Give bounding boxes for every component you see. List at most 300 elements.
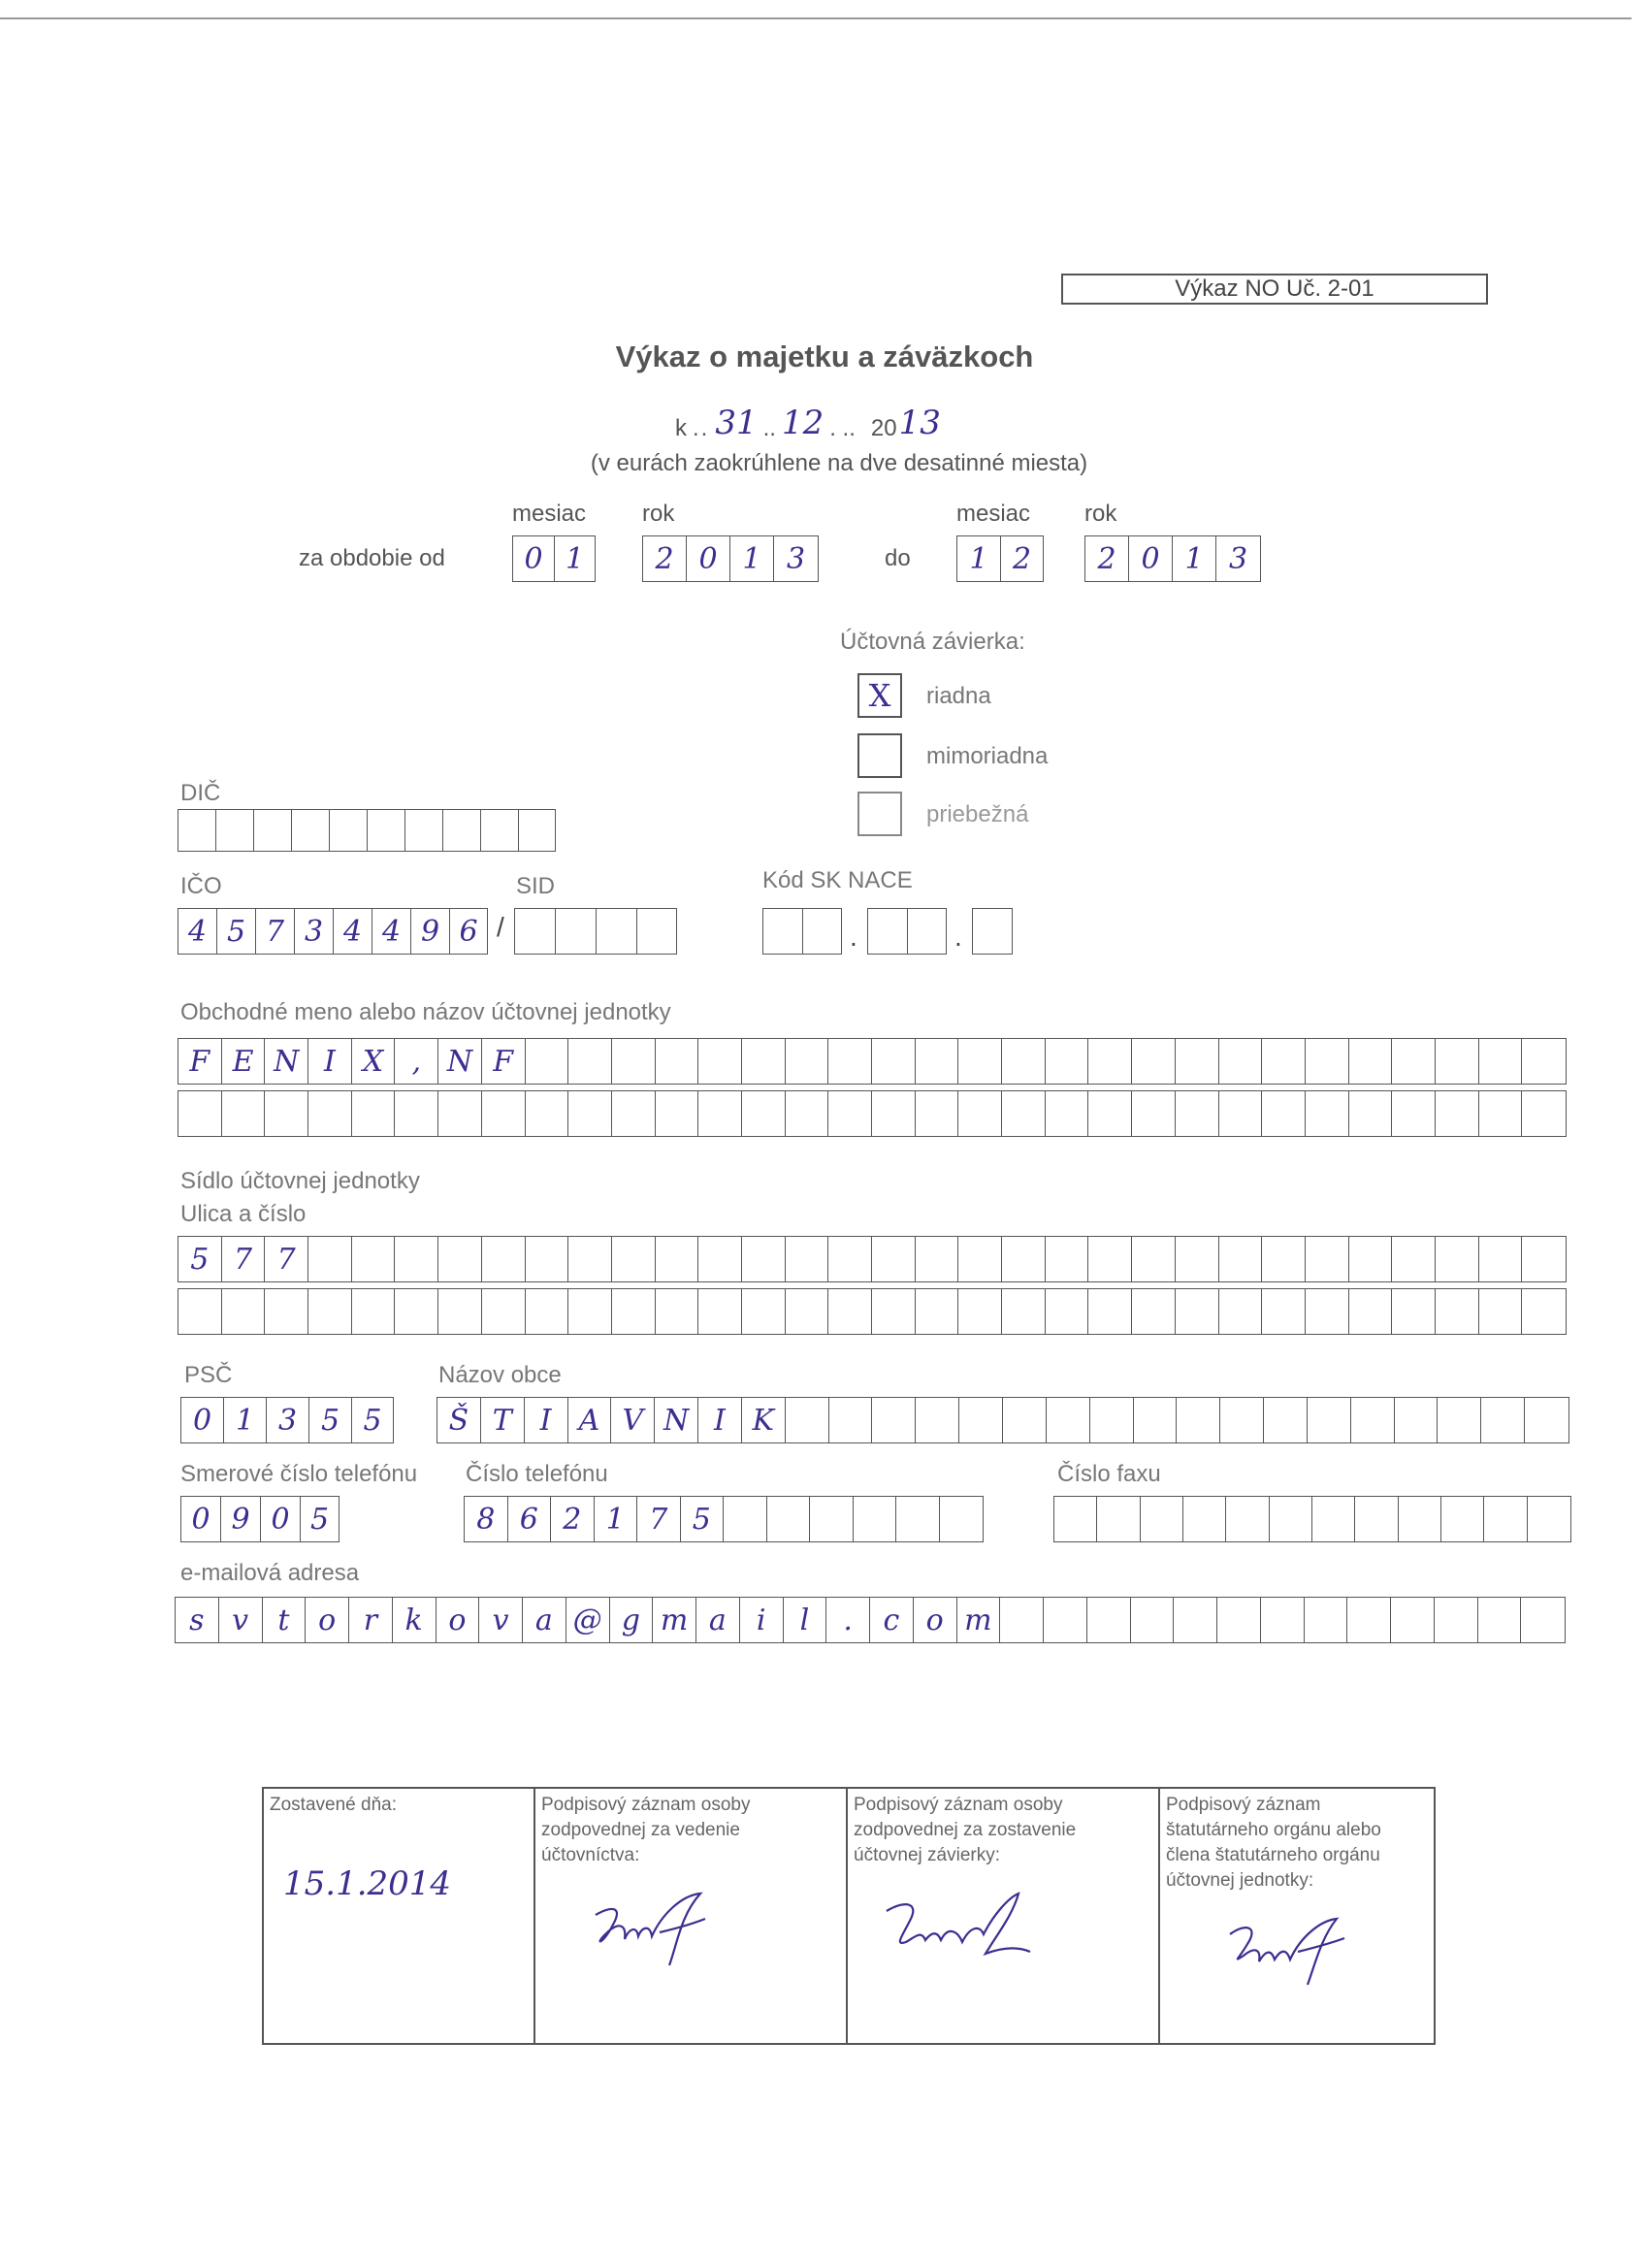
to-month-field[interactable]	[956, 535, 1044, 582]
fax-field[interactable]	[1053, 1496, 1571, 1542]
dic-cell	[292, 810, 330, 851]
scan-top-edge	[0, 17, 1632, 19]
name-row-1-cell	[1132, 1039, 1176, 1084]
street-row-1-cell	[1306, 1237, 1349, 1281]
phone-field-cell: 8	[465, 1497, 508, 1541]
city-field-cell: Š	[437, 1398, 481, 1442]
email-field-cell: v	[479, 1598, 523, 1642]
ico-cell: 7	[256, 909, 295, 954]
psc-cell: 5	[309, 1398, 352, 1442]
date-year-suffix: 13	[898, 404, 941, 442]
seat-label: Sídlo účtovnej jednotky	[180, 1168, 420, 1194]
dic-field[interactable]	[178, 809, 556, 852]
street-row-2-cell	[1262, 1289, 1306, 1334]
city-field-cell	[1438, 1398, 1481, 1442]
signature-table	[262, 1787, 1436, 2045]
ico-cell: 4	[178, 909, 217, 954]
city-field-cell: V	[611, 1398, 655, 1442]
street-row-2-cell	[308, 1289, 352, 1334]
currency-note: (v eurách zaokrúhlene na dve desatinné miesta)	[590, 450, 1088, 476]
period-label: za obdobie od	[299, 545, 445, 571]
city-field-cell	[786, 1398, 829, 1442]
dic-cell	[330, 810, 368, 851]
name-row-1-cell: I	[308, 1039, 352, 1084]
closing-heading: Účtovná závierka:	[840, 629, 1025, 655]
name-row-1-cell: N	[265, 1039, 308, 1084]
street-row-2-cell	[568, 1289, 612, 1334]
email-field-cell	[1000, 1598, 1044, 1642]
fax-field-cell	[1183, 1497, 1226, 1541]
phone-label: Číslo telefónu	[466, 1461, 608, 1487]
signature-mark	[1218, 1911, 1364, 1989]
ico-cell: 4	[334, 909, 372, 954]
street-row-2-cell	[1132, 1289, 1176, 1334]
email-field-cell: c	[870, 1598, 914, 1642]
dic-cell	[481, 810, 519, 851]
name-row-2-cell	[656, 1091, 699, 1136]
street-row-1-cell	[1262, 1237, 1306, 1281]
name-row-1-cell: E	[222, 1039, 266, 1084]
nace-cell	[763, 909, 803, 954]
psc-cell: 5	[363, 1403, 382, 1438]
name-row-2[interactable]	[178, 1090, 1567, 1137]
city-field-cell	[1395, 1398, 1439, 1442]
email-field-cell: g	[610, 1598, 654, 1642]
name-row-2-cell	[1392, 1091, 1436, 1136]
fax-field-cell	[1355, 1497, 1398, 1541]
ico-cell: 6	[459, 914, 478, 949]
compiled-date: 15.1.2014	[283, 1864, 452, 1903]
option-priebezna-label: priebežná	[926, 801, 1029, 827]
name-row-2-cell	[958, 1091, 1002, 1136]
email-field-cell	[1087, 1598, 1131, 1642]
name-row-2-cell	[482, 1091, 526, 1136]
dic-cell	[519, 810, 555, 851]
phone-field-cell	[724, 1497, 767, 1541]
phone-field-cell	[767, 1497, 811, 1541]
name-row-2-cell	[612, 1091, 656, 1136]
nace-field-2[interactable]	[867, 908, 947, 955]
checkbox-mimoriadna[interactable]	[857, 733, 902, 778]
phone-field-cell: 2	[551, 1497, 595, 1541]
name-row-1-cell	[742, 1039, 786, 1084]
street-row-2-cell	[1392, 1289, 1436, 1334]
dic-cell	[178, 810, 216, 851]
phone-field-cell: 1	[595, 1497, 638, 1541]
street-row-1-cell	[1219, 1237, 1263, 1281]
from-month-label: mesiac	[512, 501, 587, 527]
street-row-2-cell	[395, 1289, 438, 1334]
from-year-field[interactable]	[642, 535, 819, 582]
from-year-cell: 2	[643, 536, 687, 581]
phone-field-cell	[940, 1497, 984, 1541]
street-row-1-cell	[958, 1237, 1002, 1281]
dic-cell	[405, 810, 443, 851]
street-row-2-cell	[265, 1289, 308, 1334]
name-row-1-cell	[958, 1039, 1002, 1084]
email-field-cell	[1435, 1598, 1478, 1642]
name-row-2-cell	[1349, 1091, 1393, 1136]
name-row-2-cell	[1479, 1091, 1523, 1136]
nace-cell	[803, 909, 841, 954]
email-field-cell: t	[263, 1598, 307, 1642]
signature-label-statutory: Podpisový záznam štatutárneho orgánu alebo člena štatutárneho orgánu účtovnej jednotky:	[1166, 1795, 1381, 1891]
email-field-cell	[1261, 1598, 1305, 1642]
street-row-1-cell	[1522, 1237, 1566, 1281]
name-row-1-cell	[1176, 1039, 1219, 1084]
date-month: 12	[781, 404, 824, 442]
phone-field-cell	[854, 1497, 897, 1541]
name-row-2-cell	[395, 1091, 438, 1136]
street-row-1[interactable]	[178, 1236, 1567, 1282]
email-field-cell	[1044, 1598, 1087, 1642]
name-row-2-cell	[352, 1091, 396, 1136]
street-row-2-cell	[1088, 1289, 1132, 1334]
signature-column-closing	[848, 1789, 1160, 2043]
street-row-1-cell	[872, 1237, 916, 1281]
name-row-1-cell	[786, 1039, 829, 1084]
street-row-1-cell	[438, 1237, 482, 1281]
compiled-column	[264, 1789, 535, 2043]
name-row-2-cell	[1046, 1091, 1089, 1136]
email-field-cell: o	[436, 1598, 480, 1642]
to-year-cell: 1	[1173, 536, 1216, 581]
to-month-cell: 1	[957, 536, 1001, 581]
street-row-2-cell	[786, 1289, 829, 1334]
nace-cell	[973, 909, 1012, 954]
street-row-2-cell	[1306, 1289, 1349, 1334]
city-field-cell: A	[568, 1398, 612, 1442]
ico-field[interactable]	[178, 908, 488, 955]
email-field-cell: s	[176, 1598, 219, 1642]
name-row-1-cell	[1522, 1039, 1566, 1084]
street-row-1-cell	[916, 1237, 959, 1281]
name-row-1-cell	[1262, 1039, 1306, 1084]
to-month-cell: 2	[1012, 541, 1032, 576]
city-field-cell	[1481, 1398, 1525, 1442]
date-line: k .. 31 .. 12 . .. 20 13	[675, 404, 941, 442]
to-month-label: mesiac	[956, 501, 1031, 527]
to-year-cell: 0	[1129, 536, 1173, 581]
name-row-2-cell	[1522, 1091, 1566, 1136]
email-field-cell	[1521, 1598, 1565, 1642]
nace-field-3[interactable]	[972, 908, 1013, 955]
from-year-cell: 1	[730, 536, 774, 581]
email-field-cell: o	[914, 1598, 957, 1642]
fax-field-cell	[1528, 1497, 1570, 1541]
street-row-2-cell	[656, 1289, 699, 1334]
name-row-2-cell	[178, 1091, 222, 1136]
email-field-cell	[1347, 1598, 1391, 1642]
nace-dot: .	[954, 922, 962, 952]
name-row-1-cell	[1002, 1039, 1046, 1084]
street-row-1-cell: 7	[222, 1237, 266, 1281]
name-row-1-cell	[872, 1039, 916, 1084]
fax-field-cell	[1399, 1497, 1441, 1541]
street-row-2-cell	[438, 1289, 482, 1334]
street-row-2-cell	[916, 1289, 959, 1334]
name-row-2-cell	[1132, 1091, 1176, 1136]
name-row-2-cell	[265, 1091, 308, 1136]
from-year-cell: 0	[687, 536, 730, 581]
name-row-1-cell	[1219, 1039, 1263, 1084]
dic-cell	[368, 810, 405, 851]
street-row-2-cell	[222, 1289, 266, 1334]
compiled-label: Zostavené dňa:	[270, 1795, 397, 1815]
street-row-2-cell	[828, 1289, 872, 1334]
period-to-label: do	[885, 545, 911, 571]
email-field-cell: o	[306, 1598, 349, 1642]
ico-cell: 9	[411, 909, 450, 954]
name-row-2-cell	[1002, 1091, 1046, 1136]
email-field-cell: r	[349, 1598, 393, 1642]
sid-cell	[556, 909, 597, 954]
fax-field-cell	[1312, 1497, 1355, 1541]
name-row-2-cell	[1436, 1091, 1479, 1136]
name-row-1[interactable]	[178, 1038, 1567, 1085]
name-row-1-cell	[1479, 1039, 1523, 1084]
city-field-cell	[1308, 1398, 1351, 1442]
city-field-cell	[1525, 1398, 1568, 1442]
name-row-2-cell	[828, 1091, 872, 1136]
street-row-2-cell	[872, 1289, 916, 1334]
name-row-1-cell	[1392, 1039, 1436, 1084]
signature-column-statutory	[1160, 1789, 1434, 2043]
name-row-2-cell	[1219, 1091, 1263, 1136]
sid-cell	[515, 909, 556, 954]
phone-prefix-cell: 5	[309, 1502, 330, 1537]
signature-column-accounting	[535, 1789, 848, 2043]
name-row-1-cell: F	[482, 1039, 526, 1084]
from-month-cell: 0	[513, 536, 555, 581]
phone-field-cell: 5	[681, 1497, 725, 1541]
name-row-1-cell	[656, 1039, 699, 1084]
fax-label: Číslo faxu	[1057, 1461, 1161, 1487]
street-row-1-cell	[1479, 1237, 1523, 1281]
from-month-field[interactable]	[512, 535, 596, 582]
name-row-2-cell	[786, 1091, 829, 1136]
city-field-cell	[829, 1398, 873, 1442]
city-field-cell	[1220, 1398, 1264, 1442]
street-row-1-cell	[1002, 1237, 1046, 1281]
name-row-1-cell	[526, 1039, 569, 1084]
name-label: Obchodné meno alebo názov účtovnej jednotky	[180, 999, 671, 1025]
name-row-1-cell	[1306, 1039, 1349, 1084]
city-field-cell	[1264, 1398, 1308, 1442]
nace-label: Kód SK NACE	[762, 867, 913, 893]
from-year-label: rok	[642, 501, 675, 527]
checkbox-priebezna[interactable]	[857, 792, 902, 836]
name-row-1-cell: X	[352, 1039, 396, 1084]
ico-cell: 3	[295, 909, 334, 954]
street-row-2-cell	[1479, 1289, 1523, 1334]
name-row-2-cell	[1088, 1091, 1132, 1136]
city-field-cell	[916, 1398, 959, 1442]
street-row-1-cell	[742, 1237, 786, 1281]
sid-label: SID	[516, 873, 556, 899]
email-field-cell: .	[826, 1598, 870, 1642]
dic-cell	[216, 810, 254, 851]
street-row-2-cell	[526, 1289, 569, 1334]
signature-mark	[584, 1886, 729, 1973]
street-row-2-cell	[482, 1289, 526, 1334]
email-field-cell: i	[740, 1598, 784, 1642]
street-row-2-cell	[1002, 1289, 1046, 1334]
street-row-1-cell	[612, 1237, 656, 1281]
street-row-1-cell	[1349, 1237, 1393, 1281]
page-title: Výkaz o majetku a záväzkoch	[615, 340, 1034, 373]
email-field-cell: a	[696, 1598, 740, 1642]
street-row-1-cell: 7	[265, 1237, 308, 1281]
ico-slash: /	[497, 912, 504, 942]
street-row-2-cell	[612, 1289, 656, 1334]
city-field-cell	[1351, 1398, 1395, 1442]
nace-field-1[interactable]	[762, 908, 842, 955]
name-row-1-cell: ,	[395, 1039, 438, 1084]
street-row-1-cell	[308, 1237, 352, 1281]
name-row-1-cell	[568, 1039, 612, 1084]
street-row-1-cell	[1176, 1237, 1219, 1281]
ico-label: IČO	[180, 873, 222, 899]
name-row-1-cell	[1046, 1039, 1089, 1084]
street-row-2-cell	[698, 1289, 742, 1334]
city-field-cell: N	[655, 1398, 698, 1442]
phone-field-cell: 7	[637, 1497, 681, 1541]
email-field-cell: m	[653, 1598, 696, 1642]
street-row-2-cell	[1522, 1289, 1566, 1334]
name-row-1-cell	[612, 1039, 656, 1084]
checkbox-riadna[interactable]: X	[857, 673, 902, 718]
street-row-1-cell	[828, 1237, 872, 1281]
email-field-cell	[1305, 1598, 1348, 1642]
name-row-1-cell	[698, 1039, 742, 1084]
street-row-1-cell	[656, 1237, 699, 1281]
name-row-2-cell	[916, 1091, 959, 1136]
date-prefix: k	[675, 415, 687, 441]
name-row-2-cell	[1262, 1091, 1306, 1136]
to-year-label: rok	[1084, 501, 1117, 527]
email-field-cell: m	[957, 1598, 1001, 1642]
city-field-cell: I	[525, 1398, 568, 1442]
name-row-1-cell	[1088, 1039, 1132, 1084]
name-row-1-cell	[916, 1039, 959, 1084]
dic-cell	[254, 810, 292, 851]
option-mimoriadna-label: mimoriadna	[926, 743, 1049, 769]
name-row-2-cell	[308, 1091, 352, 1136]
psc-field[interactable]	[180, 1397, 394, 1443]
sid-cell	[597, 909, 637, 954]
email-field-cell: l	[784, 1598, 827, 1642]
phone-field-cell	[896, 1497, 940, 1541]
phone-field[interactable]	[464, 1496, 984, 1542]
phone-prefix-cell: 9	[221, 1497, 261, 1541]
email-field-cell	[1391, 1598, 1435, 1642]
city-label: Názov obce	[438, 1362, 562, 1388]
fax-field-cell	[1054, 1497, 1097, 1541]
city-field-cell	[1177, 1398, 1220, 1442]
street-row-1-cell	[1132, 1237, 1176, 1281]
name-row-1-cell	[1349, 1039, 1393, 1084]
sid-cell	[637, 909, 676, 954]
name-row-2-cell	[742, 1091, 786, 1136]
street-row-2-cell	[352, 1289, 396, 1334]
street-row-2[interactable]	[178, 1288, 1567, 1335]
name-row-1-cell	[828, 1039, 872, 1084]
nace-cell	[868, 909, 908, 954]
option-riadna-label: riadna	[926, 683, 991, 709]
street-row-1-cell	[1046, 1237, 1089, 1281]
name-row-2-cell	[1176, 1091, 1219, 1136]
form-code-box: Výkaz NO Uč. 2-01	[1061, 274, 1488, 305]
email-label: e-mailová adresa	[180, 1560, 360, 1586]
name-row-1-cell: N	[438, 1039, 482, 1084]
street-label: Ulica a číslo	[180, 1201, 307, 1227]
fax-field-cell	[1097, 1497, 1140, 1541]
signature-label-accounting: Podpisový záznam osoby zodpovednej za vedenie účtovníctva:	[541, 1795, 751, 1865]
sid-field[interactable]	[514, 908, 677, 955]
name-row-2-cell	[438, 1091, 482, 1136]
email-field[interactable]	[175, 1597, 1566, 1643]
city-field-cell	[872, 1398, 916, 1442]
street-row-2-cell	[1219, 1289, 1263, 1334]
nace-dot: .	[850, 922, 857, 952]
email-field-cell: @	[566, 1598, 610, 1642]
name-row-2-cell	[222, 1091, 266, 1136]
street-row-1-cell	[568, 1237, 612, 1281]
street-row-1-cell	[698, 1237, 742, 1281]
to-year-cell: 3	[1228, 541, 1248, 576]
email-field-cell	[1174, 1598, 1217, 1642]
from-year-cell: 3	[786, 541, 806, 576]
street-row-1-cell	[526, 1237, 569, 1281]
city-field-cell: K	[742, 1398, 786, 1442]
psc-cell: 1	[224, 1398, 267, 1442]
name-row-2-cell	[526, 1091, 569, 1136]
psc-cell: 3	[267, 1398, 309, 1442]
email-field-cell: a	[523, 1598, 566, 1642]
phone-prefix-field[interactable]	[180, 1496, 340, 1542]
city-field-cell	[1090, 1398, 1134, 1442]
email-field-cell	[1478, 1598, 1522, 1642]
date-day: 31	[715, 404, 758, 442]
street-row-2-cell	[1349, 1289, 1393, 1334]
name-row-1-cell	[1436, 1039, 1479, 1084]
city-field[interactable]	[436, 1397, 1569, 1443]
email-field-cell	[1131, 1598, 1175, 1642]
signature-mark	[877, 1886, 1042, 1973]
street-row-1-cell	[1392, 1237, 1436, 1281]
fax-field-cell	[1226, 1497, 1269, 1541]
ico-cell: 5	[217, 909, 256, 954]
name-row-2-cell	[568, 1091, 612, 1136]
phone-prefix-cell: 0	[181, 1497, 221, 1541]
email-field-cell: v	[219, 1598, 263, 1642]
street-row-1-cell	[1436, 1237, 1479, 1281]
street-row-1-cell	[786, 1237, 829, 1281]
city-field-cell	[1003, 1398, 1047, 1442]
signature-label-closing: Podpisový záznam osoby zodpovednej za zostavenie účtovnej závierky:	[854, 1795, 1077, 1865]
to-year-field[interactable]	[1084, 535, 1261, 582]
fax-field-cell	[1441, 1497, 1484, 1541]
street-row-1-cell	[352, 1237, 396, 1281]
psc-cell: 0	[181, 1398, 224, 1442]
street-row-1-cell	[482, 1237, 526, 1281]
street-row-1-cell: 5	[178, 1237, 222, 1281]
dic-cell	[443, 810, 481, 851]
psc-label: PSČ	[184, 1362, 233, 1388]
city-field-cell	[1134, 1398, 1178, 1442]
email-field-cell: k	[393, 1598, 436, 1642]
